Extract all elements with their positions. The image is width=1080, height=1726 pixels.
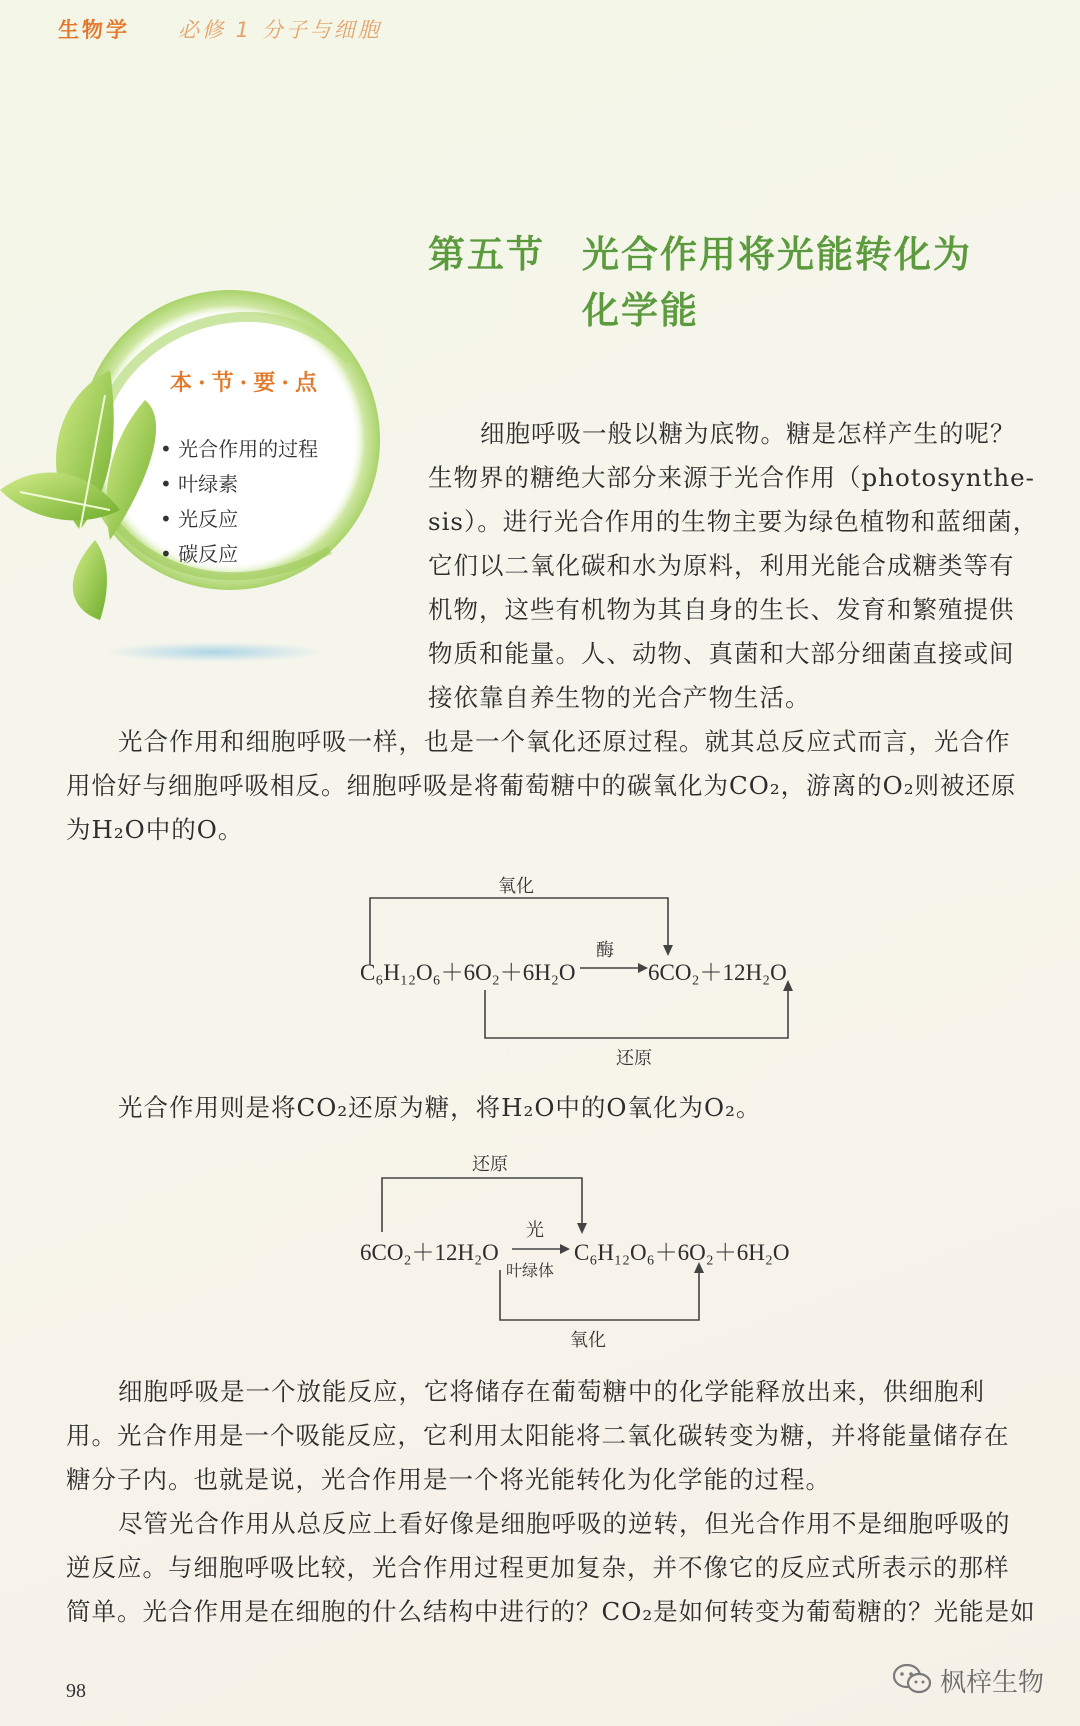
eq2-top-label: 还原 (472, 1154, 508, 1175)
para4-line: 细胞呼吸是一个放能反应，它将储存在葡萄糖中的化学能释放出来，供细胞利 (118, 1377, 985, 1406)
header-book: 必修 1 分子与细胞 (178, 18, 382, 42)
key-point-item: • 光反应 (160, 507, 239, 531)
intro-line: 接依靠自养生物的光合产物生活。 (428, 683, 811, 712)
para4-line: 糖分子内。也就是说，光合作用是一个将光能转化为化学能的过程。 (66, 1465, 831, 1494)
key-point-item: • 碳反应 (160, 542, 239, 566)
eq1-reactants: C₆H₁₂O₆＋6O₂＋6H₂O (360, 960, 576, 985)
para2-line: 用恰好与细胞呼吸相反。细胞呼吸是将葡萄糖中的碳氧化为CO₂，游离的O₂则被还原 (66, 771, 1017, 800)
section-title-line2: 化学能 (582, 288, 699, 332)
para5-line: 逆反应。与细胞呼吸比较，光合作用过程更加复杂，并不像它的反应式所表示的那样 (66, 1553, 1010, 1582)
para2-line: 为H₂O中的O。 (66, 815, 244, 844)
intro-line: 物质和能量。人、动物、真菌和大部分细菌直接或间 (428, 639, 1015, 668)
key-points-title: 本·节·要·点 (170, 370, 323, 396)
intro-line: 细胞呼吸一般以糖为底物。糖是怎样产生的呢？ (480, 419, 1016, 448)
eq1-catalyst: 酶 (596, 940, 614, 961)
eq2-reactants: 6CO₂＋12H₂O (360, 1240, 499, 1265)
eq2-condition-chloroplast: 叶绿体 (506, 1261, 555, 1280)
page-number: 98 (66, 1680, 86, 1702)
para4-line: 用。光合作用是一个吸能反应，它利用太阳能将二氧化碳转变为糖，并将能量储存在 (66, 1421, 1010, 1450)
eq1-bottom-label: 还原 (616, 1048, 652, 1069)
para5-line: 简单。光合作用是在细胞的什么结构中进行的？CO₂是如何转变为葡萄糖的？光能是如 (66, 1597, 1036, 1626)
intro-line: sis）。进行光合作用的生物主要为绿色植物和蓝细菌， (428, 507, 1039, 536)
eq2-bottom-label: 氧化 (570, 1330, 606, 1351)
key-point-item: • 光合作用的过程 (160, 437, 319, 461)
para5-line: 尽管光合作用从总反应上看好像是细胞呼吸的逆转，但光合作用不是细胞呼吸的 (118, 1509, 1011, 1538)
eq1-top-label: 氧化 (498, 876, 534, 897)
para2-line: 光合作用和细胞呼吸一样，也是一个氧化还原过程。就其总反应式而言，光合作 (118, 727, 1011, 756)
key-point-item: • 叶绿素 (160, 472, 239, 496)
section-number: 第五节 (428, 232, 545, 276)
eq2-products: C₆H₁₂O₆＋6O₂＋6H₂O (574, 1240, 790, 1265)
intro-line: 生物界的糖绝大部分来源于光合作用（photosynthe- (428, 463, 1035, 492)
header-subject: 生物学 (58, 18, 130, 42)
wechat-icon (892, 1662, 934, 1696)
watermark-text: 枫梓生物 (940, 1668, 1045, 1698)
eq2-condition-light: 光 (526, 1220, 544, 1241)
section-title-line1: 光合作用将光能转化为 (582, 232, 972, 276)
intro-line: 它们以二氧化碳和水为原料，利用光能合成糖类等有 (428, 551, 1015, 580)
para3: 光合作用则是将CO₂还原为糖，将H₂O中的O氧化为O₂。 (118, 1093, 762, 1122)
eq1-products: 6CO₂＋12H₂O (648, 960, 787, 985)
intro-line: 机物，这些有机物为其自身的生长、发育和繁殖提供 (428, 595, 1015, 624)
